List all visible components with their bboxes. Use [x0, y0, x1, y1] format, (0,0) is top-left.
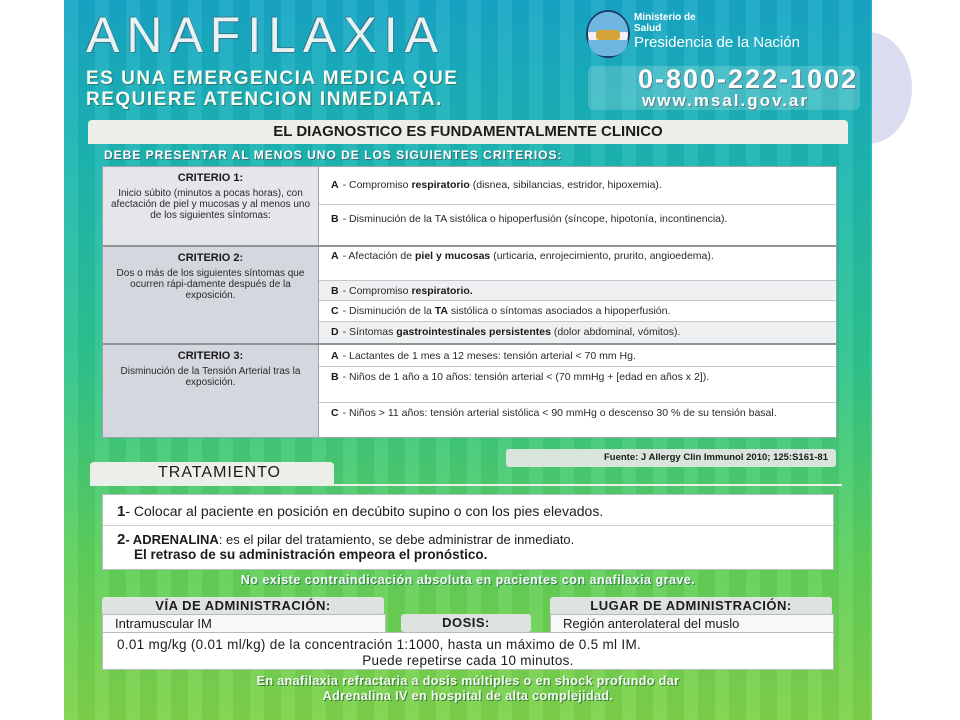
criterion-item [319, 345, 836, 367]
item-text: - Niños > 11 años: tensión arterial sistólica < 90 mmHg o descenso 30 % de su tensión basal. [342, 407, 777, 419]
criterion-description: Disminución de la Tensión Arterial tras la exposición. [120, 366, 301, 388]
item-letter: B [331, 371, 339, 383]
ministry-line-2: Salud [634, 23, 662, 34]
argentina-shield-icon [586, 10, 630, 58]
site-label: LUGAR DE ADMINISTRACIÓN: [550, 597, 832, 615]
item-letter: A [331, 350, 339, 362]
item-letter: B [331, 213, 339, 225]
subtitle-line-1: ES UNA EMERGENCIA MEDICA QUE [86, 68, 459, 89]
subtitle-line-2-strong: ATENCION INMEDIATA. [203, 89, 443, 110]
refractory-note-line-1: En anafilaxia refractaria a dosis múltiples o en shock profundo dar [256, 674, 680, 688]
item-letter: A [331, 179, 339, 191]
poster-title: ANAFILAXIA [86, 7, 445, 63]
treatment-rule [90, 484, 842, 486]
criterion-item [319, 403, 836, 437]
ministry-url: www.msal.gov.ar [642, 91, 809, 110]
criterion-item [319, 301, 836, 322]
step-number: 1 [117, 503, 126, 520]
ministry-name [634, 12, 696, 34]
item-letter: D [331, 326, 339, 338]
criterion-item [319, 281, 836, 301]
site-value: Región anterolateral del muslo [550, 614, 834, 634]
step-number: 2 [117, 531, 126, 548]
treatment-tab: TRATAMIENTO [90, 462, 334, 484]
anafilaxia-poster [64, 0, 872, 720]
criterion-item [319, 247, 836, 281]
criterion-3-cell [103, 345, 319, 437]
item-text-tail: sistólica o síntomas asociados a hipoperfusión. [448, 305, 671, 317]
ministry-line-1: Ministerio de [634, 12, 696, 23]
item-letter: B [331, 285, 339, 297]
item-text: - Afectación de [342, 250, 415, 262]
item-text-tail: (dolor abdominal, vómitos). [550, 326, 681, 338]
subtitle-line-2-prefix: REQUIERE [86, 89, 204, 110]
criterion-1-cell [103, 167, 319, 245]
item-letter: A [331, 250, 339, 262]
criteria-heading: DEBE PRESENTAR AL MENOS UNO DE LOS SIGUIENTES CRITERIOS: [104, 148, 563, 162]
diagnosis-header: EL DIAGNOSTICO ES FUNDAMENTALMENTE CLINICO [88, 120, 848, 144]
presidencia-text: Presidencia de la Nación [634, 34, 800, 51]
item-text: - Disminución de la TA sistólica o hipoperfusión (síncope, hipotonía, incontinencia). [342, 213, 728, 225]
criterion-item [319, 167, 836, 205]
step-bold-text: - ADRENALINA [125, 532, 219, 547]
step-text: - Colocar al paciente en posición en decúbito supino o con los pies elevados. [125, 503, 604, 519]
item-text: - Síntomas [342, 326, 397, 338]
item-bold-text: TA [434, 305, 449, 317]
criterion-item [319, 322, 836, 343]
criterion-item [319, 367, 836, 403]
criteria-table [102, 166, 837, 438]
item-bold-text: respiratorio. [411, 285, 473, 297]
treatment-step-2 [117, 532, 574, 562]
no-contraindication-note: No existe contraindicación absoluta en pacientes con anafilaxia grave. [240, 573, 696, 587]
poster-subtitle [86, 68, 458, 110]
route-value: Intramuscular IM [102, 614, 386, 634]
item-text: - Lactantes de 1 mes a 12 meses: tensión arterial < 70 mm Hg. [342, 350, 636, 362]
route-label: VÍA DE ADMINISTRACIÓN: [102, 597, 384, 615]
source-citation: Fuente: J Allergy Clin Immunol 2010; 125:S161-81 [506, 449, 836, 467]
step-text: : es el pilar del tratamiento, se debe administrar de inmediato. [218, 532, 575, 547]
treatment-step-1 [117, 503, 603, 520]
item-text: - Compromiso [342, 285, 412, 297]
subtitle-line-2 [86, 89, 458, 110]
item-text-tail: (disnea, sibilancias, estridor, hipoxemia). [469, 179, 662, 191]
step-warning: El retraso de su administración empeora el pronóstico. [134, 547, 488, 562]
refractory-note-line-2: Adrenalina IV en hospital de alta complejidad. [322, 689, 614, 703]
item-letter: C [331, 305, 339, 317]
criterion-description: Inicio súbito (minutos a pocas horas), con afectación de piel y mucosas y al menos uno de los siguientes síntomas: [111, 188, 310, 221]
refractory-note [64, 674, 872, 704]
criterion-title: CRITERIO 3: [177, 350, 244, 362]
item-text-tail: (urticaria, enrojecimiento, prurito, angioedema). [490, 250, 714, 262]
criterion-item [319, 205, 836, 245]
ministry-logo [584, 8, 872, 58]
item-bold-text: respiratorio [411, 179, 470, 191]
treatment-box [102, 494, 834, 570]
item-bold-text: piel y mucosas [414, 250, 491, 262]
treatment-separator [103, 525, 833, 526]
criterion-title: CRITERIO 2: [177, 252, 244, 264]
dose-box [102, 632, 834, 670]
item-bold-text: gastrointestinales persistentes [396, 326, 551, 338]
criterion-title: CRITERIO 1: [177, 172, 244, 184]
item-text: - Niños de 1 año a 10 años: tensión arterial < (70 mmHg + [edad en años x 2]). [342, 371, 710, 383]
item-text: - Compromiso [342, 179, 412, 191]
dose-line-2: Puede repetirse cada 10 minutos. [362, 653, 574, 668]
item-text: - Disminución de la [342, 305, 435, 317]
criterion-2-cell [103, 247, 319, 343]
hotline-phone: 0-800-222-1002 [638, 64, 859, 94]
dose-label: DOSIS: [401, 614, 531, 632]
item-letter: C [331, 407, 339, 419]
dose-line-1: 0.01 mg/kg (0.01 ml/kg) de la concentración 1:1000, hasta un máximo de 0.5 ml IM. [117, 637, 642, 652]
criterion-description: Dos o más de los siguientes síntomas que ocurren rápi-damente después de la exposición. [116, 268, 305, 301]
